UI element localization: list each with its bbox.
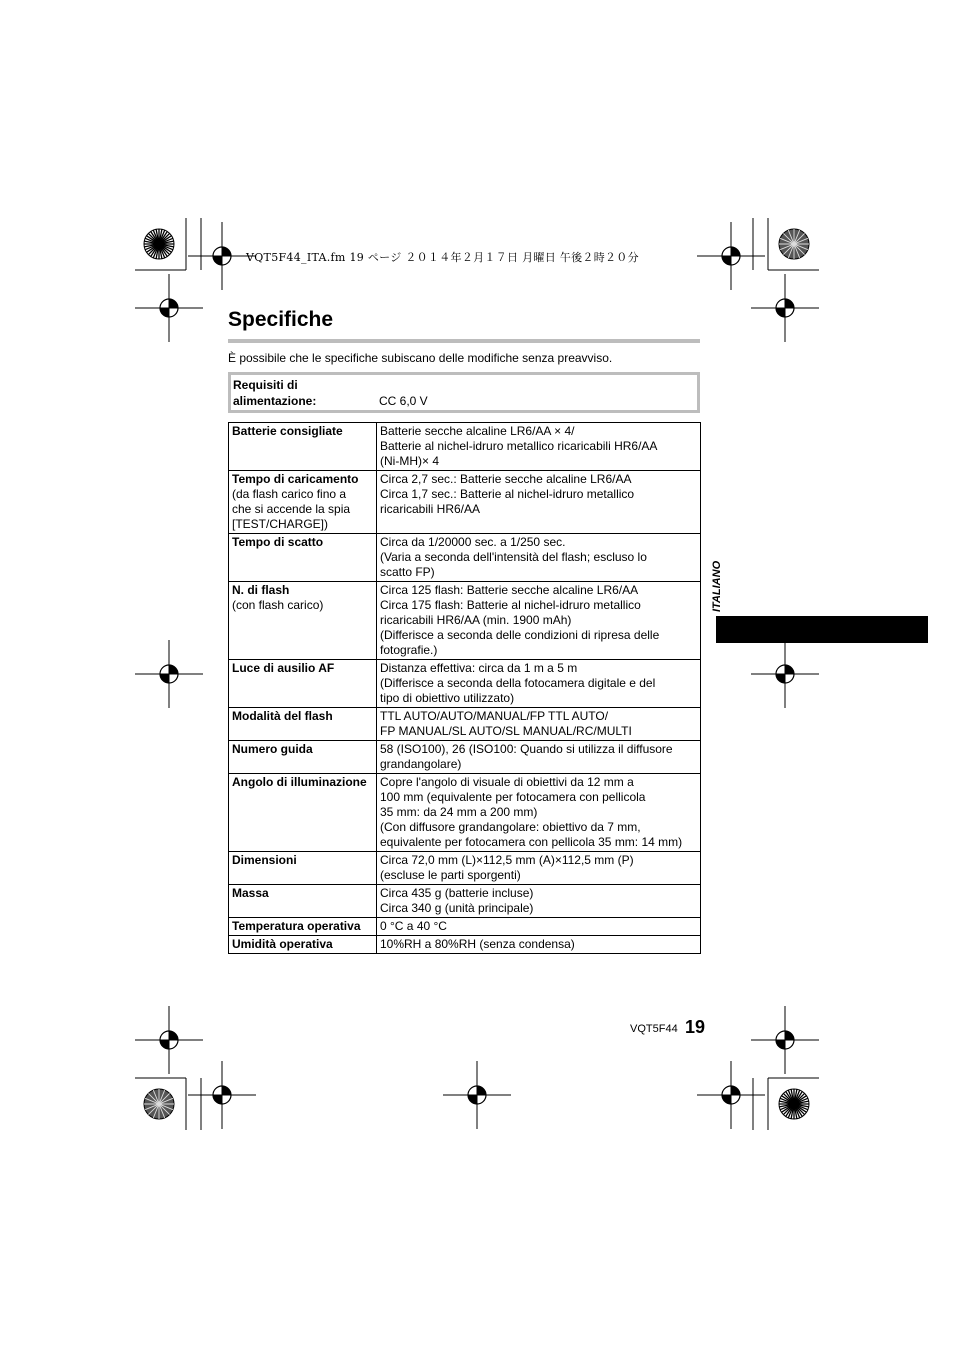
table-row [229,660,701,708]
spec-sublabel: (con flash carico) [232,598,324,612]
specs-table-body [229,423,701,954]
spec-label-cell [229,936,377,954]
spec-value-line: grandangolare) [380,757,462,771]
page-title: Specifiche [228,308,334,331]
spec-value-line: 58 (ISO100), 26 (ISO100: Quando si utilizza il diffusore [380,742,673,756]
spec-value-line: Circa 340 g (unità principale) [380,901,534,915]
spec-label-cell [229,534,377,582]
spec-sublabel: che si accende la spia [232,502,351,516]
spec-value-line: TTL AUTO/AUTO/MANUAL/FP TTL AUTO/ [380,709,609,723]
spec-value-cell [377,741,701,774]
spec-label-cell [229,423,377,471]
spec-label: Numero guida [232,742,313,756]
footer-model-code: VQT5F44 [630,1023,678,1035]
spec-value-line: 35 mm: da 24 mm a 200 mm) [380,805,538,819]
spec-value-cell [377,936,701,954]
spec-value-line: (Varia a seconda dell'intensità del flash; escluso lo [380,550,647,564]
spec-sublabel: (da flash carico fino a [232,487,347,501]
spec-value-line: ricaricabili HR6/AA (min. 1900 mAh) [380,613,572,627]
spec-value-cell [377,885,701,918]
spec-value-line: ricaricabili HR6/AA [380,502,481,516]
spec-value-cell [377,534,701,582]
file-header-line: VQT5F44_ITA.fm 19 ページ ２０１４年２月１７日 月曜日 午後２時２０分 [246,251,639,264]
spec-label-cell [229,918,377,936]
spec-label-cell [229,774,377,852]
spec-value-line: (Con diffusore grandangolare: obiettivo da 7 mm, [380,820,641,834]
spec-label-cell [229,471,377,534]
spec-label-cell [229,885,377,918]
spec-value-cell [377,423,701,471]
power-label [233,377,373,409]
power-requirements-box [228,372,700,413]
spec-value-line: Circa 2,7 sec.: Batterie secche alcaline LR6/AA [380,472,632,486]
power-label-line2: alimentazione: [233,394,317,408]
table-row [229,741,701,774]
spec-value-cell [377,852,701,885]
table-row [229,774,701,852]
spec-value-line: Circa 175 flash: Batterie al nichel-idruro metallico [380,598,641,612]
spec-value-line: equivalente per fotocamera con pellicola 35 mm: 14 mm) [380,835,683,849]
spec-value-line: Distanza effettiva: circa da 1 m a 5 m [380,661,578,675]
spec-value-line: (Ni-MH)× 4 [380,454,439,468]
spec-label: Luce di ausilio AF [232,661,335,675]
spec-value-line: 10%RH a 80%RH (senza condensa) [380,937,575,951]
title-underline [228,339,700,343]
table-row [229,708,701,741]
spec-value-cell [377,471,701,534]
spec-value-line: Circa 125 flash: Batterie secche alcaline LR6/AA [380,583,639,597]
spec-sublabel: [TEST/CHARGE]) [232,517,329,531]
spec-value-line: scatto FP) [380,565,435,579]
spec-label-cell [229,582,377,660]
spec-value-cell [377,708,701,741]
spec-value-line: Circa 1,7 sec.: Batterie al nichel-idruro metallico [380,487,635,501]
spec-value-line: Circa 72,0 mm (L)×112,5 mm (A)×112,5 mm (P) [380,853,634,867]
spec-value-line: (Differisce a seconda della fotocamera digitale e del [380,676,656,690]
spec-label: Batterie consigliate [232,424,343,438]
spec-value-line: tipo di obiettivo utilizzato) [380,691,515,705]
language-side-tab [716,616,928,643]
page-number: 19 [685,1017,706,1037]
table-row [229,423,701,471]
table-row [229,582,701,660]
power-label-line1: Requisiti di [233,378,298,392]
table-row [229,471,701,534]
spec-value-line: FP MANUAL/SL AUTO/SL MANUAL/RC/MULTI [380,724,632,738]
spec-label: Tempo di caricamento [232,472,359,486]
spec-label: Modalità del flash [232,709,333,723]
table-row [229,885,701,918]
spec-value-line: (Differisce a seconda delle condizioni di ripresa delle [380,628,660,642]
spec-value-line: Batterie secche alcaline LR6/AA × 4/ [380,424,575,438]
table-row [229,936,701,954]
spec-value-cell [377,660,701,708]
spec-value-line: Circa da 1/20000 sec. a 1/250 sec. [380,535,566,549]
table-row [229,534,701,582]
spec-value-line: 100 mm (equivalente per fotocamera con pellicola [380,790,646,804]
table-row [229,852,701,885]
spec-value-line: 0 °C a 40 °C [380,919,447,933]
spec-value-line: fotografie.) [380,643,438,657]
spec-value-line: (escluse le parti sporgenti) [380,868,521,882]
spec-label-cell [229,741,377,774]
table-row [229,918,701,936]
spec-label-cell [229,660,377,708]
spec-label: Dimensioni [232,853,297,867]
spec-label: Temperatura operativa [232,919,361,933]
spec-label: N. di flash [232,583,290,597]
language-side-label: ITALIANO [711,560,723,612]
spec-value-line: Copre l'angolo di visuale di obiettivi da 12 mm a [380,775,634,789]
spec-value-cell [377,582,701,660]
spec-label-cell [229,708,377,741]
spec-value-cell [377,918,701,936]
spec-label: Massa [232,886,269,900]
spec-label: Angolo di illuminazione [232,775,367,789]
spec-label: Tempo di scatto [232,535,324,549]
spec-value-line: Batterie al nichel-idruro metallico ricaricabili HR6/AA [380,439,658,453]
spec-value-cell [377,774,701,852]
spec-label-cell [229,852,377,885]
spec-value-line: Circa 435 g (batterie incluse) [380,886,534,900]
specs-table [228,422,701,954]
spec-label: Umidità operativa [232,937,333,951]
intro-text: È possibile che le specifiche subiscano delle modifiche senza preavviso. [228,351,613,365]
power-value: CC 6,0 V [379,394,428,408]
